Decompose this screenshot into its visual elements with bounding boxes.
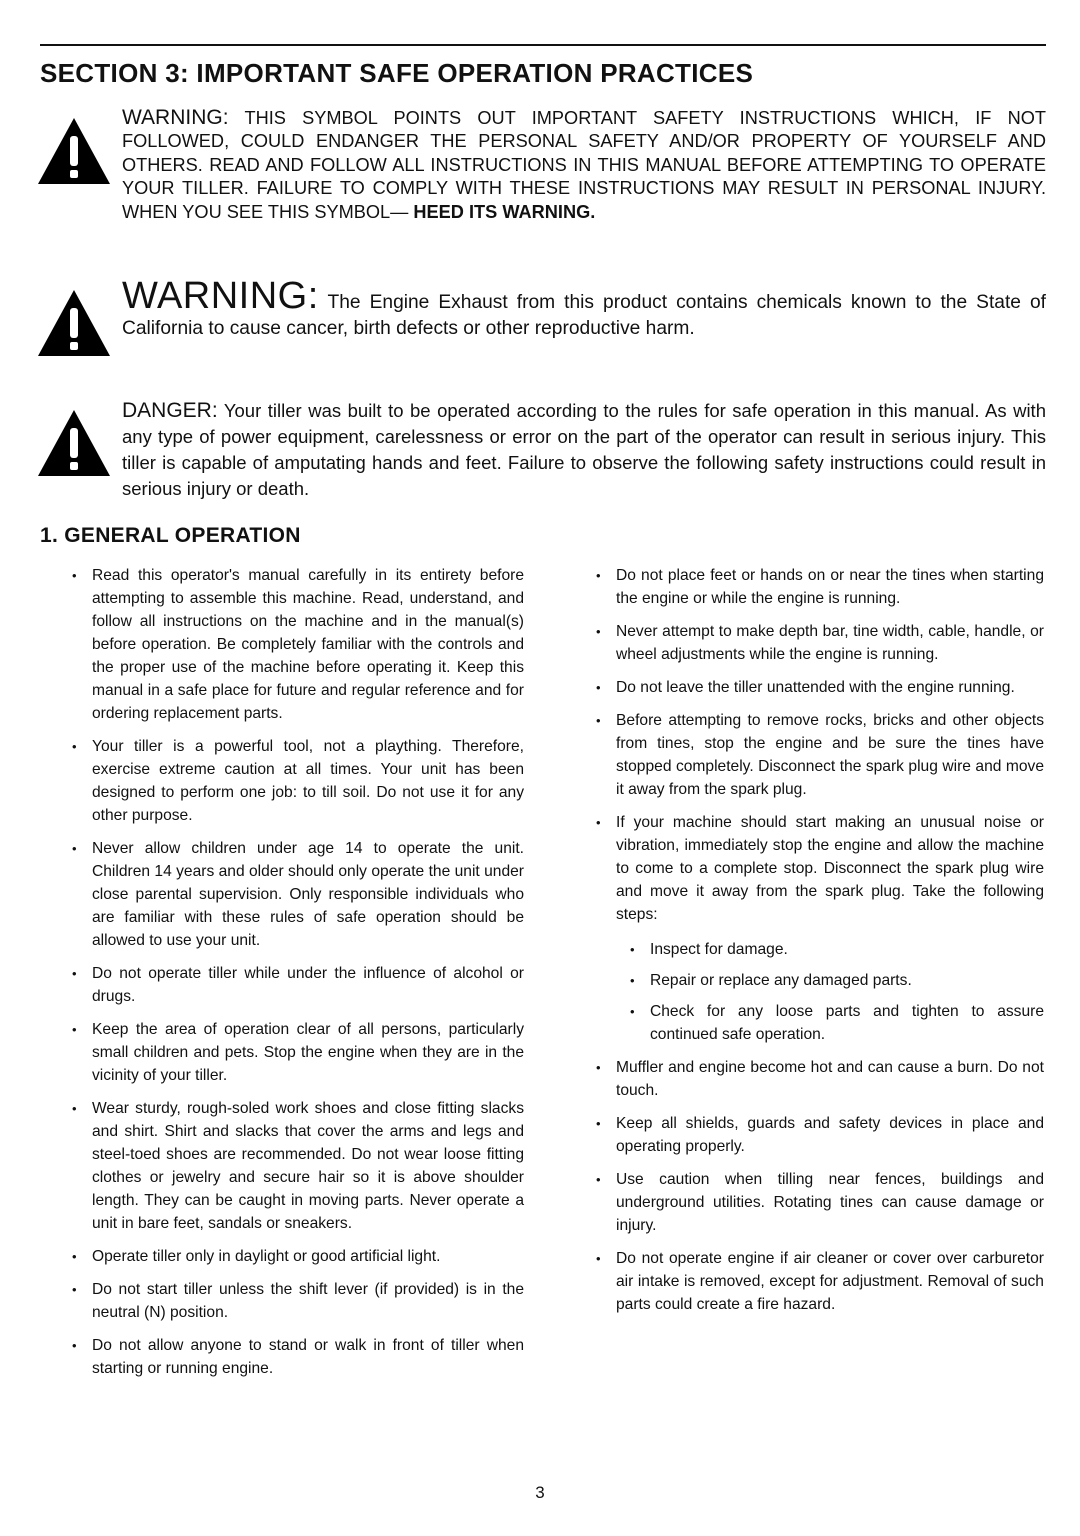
page-number: 3 [535,1483,545,1502]
bullet-icon: • [596,815,601,830]
list-item: • Do not start tiller unless the shift lever (if provided) is in the neutral (N) position. [68,1278,524,1324]
sub-bullet-list [616,938,1044,1046]
top-rule [40,44,1046,46]
bullet-icon: • [596,1060,601,1075]
list-item: • Use caution when tilling near fences, buildings and underground utilities. Rotating tines can cause damage or injury. [592,1168,1044,1237]
bullet-icon: • [596,568,601,583]
list-item: • Muffler and engine become hot and can cause a burn. Do not touch. [592,1056,1044,1102]
list-item: • Keep all shields, guards and safety devices in place and operating properly. [592,1112,1044,1158]
california-warning-label: WARNING: [122,275,319,317]
bullet-icon: • [72,841,77,856]
warning-text [122,106,1046,224]
warning-emphasis: HEED ITS WARNING. [413,201,596,222]
warning-notice-california [36,275,1046,342]
california-warning-body: The Engine Exhaust from this product contains chemicals known to the State of California to cause cancer, birth defects or other reproductive harm. [122,292,1046,339]
bullet-icon: • [72,1249,77,1264]
sub-list-item: • Check for any loose parts and tighten to assure continued safe operation. [626,1000,1044,1046]
bullet-icon: • [72,1282,77,1297]
bullet-icon: • [72,1022,77,1037]
warning-triangle-icon [36,116,112,186]
danger-text [122,398,1046,502]
bullet-icon: • [596,1251,601,1266]
warning-triangle-icon [36,408,112,478]
danger-notice [36,398,1046,502]
list-item: • Before attempting to remove rocks, bricks and other objects from tines, stop the engine and be sure the tines have stopped completely. Disconnect the spark plug wire and move it away from the spark plug. [592,709,1044,801]
bullet-icon: • [596,1172,601,1187]
warning-label: WARNING: [122,106,229,129]
bullet-icon: • [596,1116,601,1131]
list-item: • If your machine should start making an unusual noise or vibration, immediately stop the engine and allow the machine to come to a complete stop. Disconnect the spark plug wire and move it away from the spark plug. Take the following steps: • Inspect for damage. • Repair or replace any damaged parts. • Check for any loose parts and tighten to assure continued safe operation. [592,811,1044,1046]
general-operation-heading: 1. GENERAL OPERATION [40,524,301,547]
bullet-icon: • [596,680,601,695]
right-bullet-list [592,564,1044,1326]
danger-label: DANGER: [122,399,218,422]
bullet-icon: • [72,568,77,583]
bullet-icon: • [72,1101,77,1116]
left-bullet-list [68,564,524,1390]
list-item: • Never attempt to make depth bar, tine width, cable, handle, or wheel adjustments while the engine is running. [592,620,1044,666]
list-item: • Read this operator's manual carefully in its entirety before attempting to assemble this machine. Read, understand, and follow all instructions on the machine and in the manual(s) before operation. Be completely familiar with the controls and the proper use of the machine before operating it. Keep this manual in a safe place for future and regular reference and for ordering replacement parts. [68,564,524,725]
danger-body: Your tiller was built to be operated according to the rules for safe operation in this manual. As with any type of power equipment, carelessness or error on the part of the operator can result in serious injury. This tiller is capable of amputating hands and feet. Failure to observe the following safety instructions could result in serious injury or death. [122,400,1046,499]
bullet-icon: • [630,1004,635,1019]
bullet-icon: • [72,739,77,754]
sub-list-item: • Repair or replace any damaged parts. [626,969,1044,992]
list-item: • Do not operate engine if air cleaner or cover over carburetor air intake is removed, except for adjustment. Removal of such parts could create a fire hazard. [592,1247,1044,1316]
list-item: • Your tiller is a powerful tool, not a plaything. Therefore, exercise extreme caution at all times. Your unit has been designed to perform one job: to till soil. Do not use it for any other purpose. [68,735,524,827]
bullet-icon: • [630,942,635,957]
warning-triangle-icon [36,288,112,358]
warning-notice-safety-symbol [36,106,1046,224]
list-item: • Wear sturdy, rough-soled work shoes and close fitting slacks and shirt. Shirt and slacks that cover the arms and legs and steel-toed shoes are recommended. Do not wear loose fitting clothes or jewelry and secure hair so it is above shoulder length. They can be caught in moving parts. Never operate a unit in bare feet, sandals or sneakers. [68,1097,524,1235]
bullet-icon: • [596,624,601,639]
warning-body: THIS SYMBOL POINTS OUT IMPORTANT SAFETY INSTRUCTIONS WHICH, IF NOT FOLLOWED, COULD ENDANGER THE PERSONAL SAFETY AND/OR PROPERTY OF YOURSELF AND OTHERS. READ AND FOLLOW ALL INSTRUCTIONS IN THIS MANUAL BEFORE ATTEMPTING TO OPERATE YOUR TILLER. FAILURE TO COMPLY WITH THESE INSTRUCTIONS MAY RESULT IN PERSONAL INJURY. WHEN YOU SEE THIS SYMBOL— [122,108,1046,222]
list-item: • Do not allow anyone to stand or walk in front of tiller when starting or running engine. [68,1334,524,1380]
list-item: • Do not operate tiller while under the influence of alcohol or drugs. [68,962,524,1008]
list-item: • Operate tiller only in daylight or good artificial light. [68,1245,524,1268]
bullet-icon: • [72,1338,77,1353]
list-item: • Do not leave the tiller unattended with the engine running. [592,676,1044,699]
bullet-icon: • [596,713,601,728]
list-item: • Do not place feet or hands on or near the tines when starting the engine or while the engine is running. [592,564,1044,610]
section-title: SECTION 3: IMPORTANT SAFE OPERATION PRACTICES [40,58,754,88]
list-item: • Never allow children under age 14 to operate the unit. Children 14 years and older should only operate the unit under close parental supervision. Only responsible individuals who are familiar with these rules of safe operation should be allowed to use your unit. [68,837,524,952]
bullet-icon: • [72,966,77,981]
california-warning-text [122,275,1046,342]
list-item: • Keep the area of operation clear of all persons, particularly small children and pets. Stop the engine when they are in the vicinity of your tiller. [68,1018,524,1087]
bullet-icon: • [630,973,635,988]
sub-list-item: • Inspect for damage. [626,938,1044,961]
